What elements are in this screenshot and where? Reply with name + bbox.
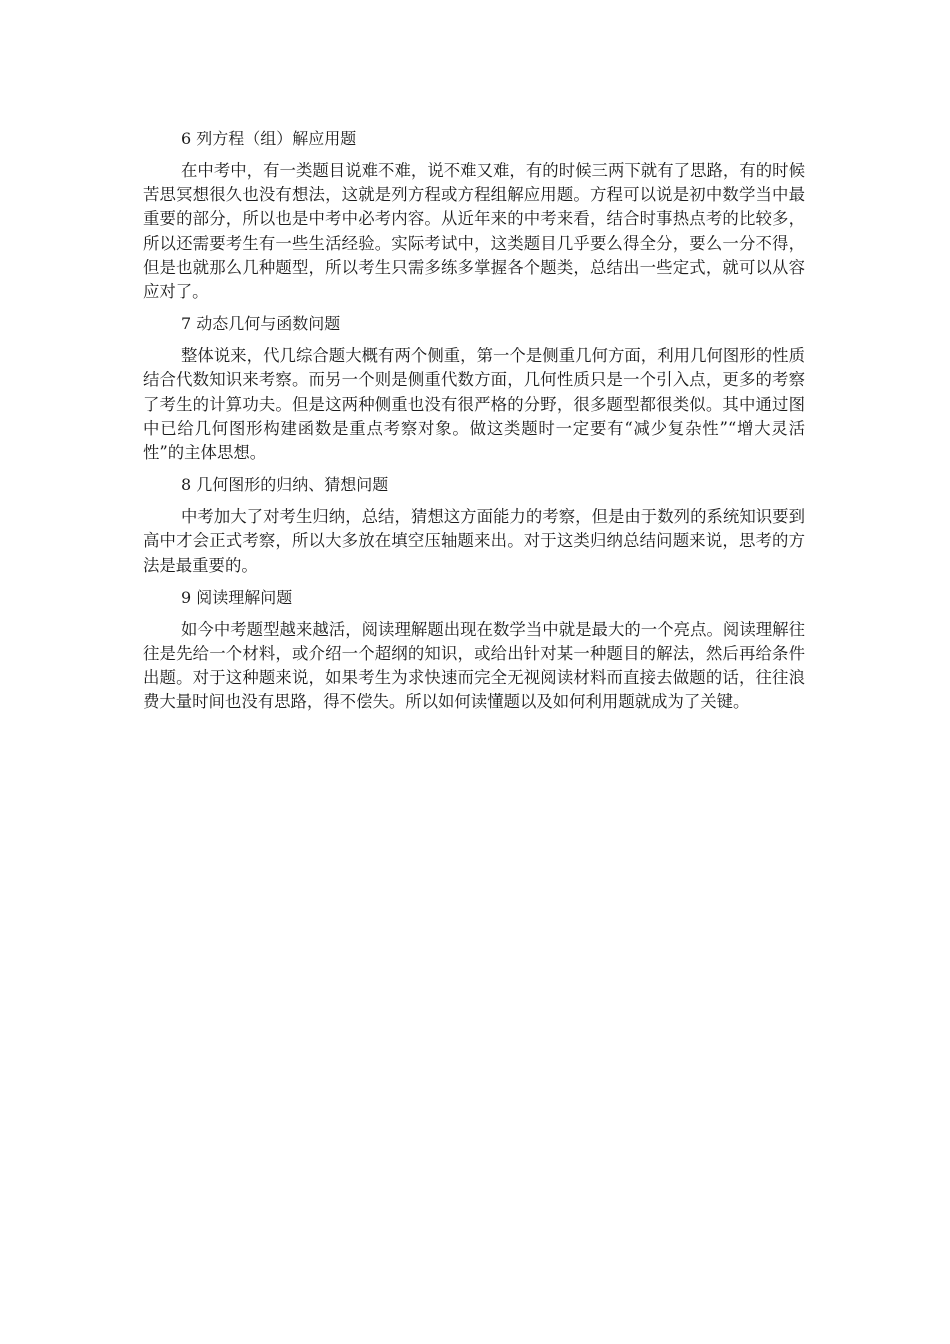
section-heading: 6 列方程（组）解应用题	[181, 129, 357, 148]
section-heading: 8 几何图形的归纳、猜想问题	[181, 475, 389, 495]
section-paragraph: 整体说来，代几综合题大概有两个侧重，第一个是侧重几何方面，利用几何图形的性质结合代数知识来考察。而另一个则是侧重代数方面，几何性质只是一个引入点，更多的考察了考生的计算功夫。但是这两种侧重也没有很严格的分野，很多题型都很类似。其中通过图中已给几何图形构建函数是重点考察对象。做这类题时一定要有“减少复杂性”“增大灵活性”的主体思想。	[143, 346, 805, 463]
section-paragraph: 在中考中，有一类题目说难不难，说不难又难，有的时候三两下就有了思路，有的时候苦思冥想很久也没有想法，这就是列方程或方程组解应用题。方程可以说是初中数学当中最重要的部分，所以也是中考中必考内容。从近年来的中考来看，结合时事热点考的比较多，所以还需要考生有一些生活经验。实际考试中，这类题目几乎要么得全分，要么一分不得，但是也就那么几种题型，所以考生只需多练多掌握各个题类，总结出一些定式，就可以从容应对了。	[143, 161, 805, 302]
document-page	[143, 124, 805, 720]
section-paragraph: 如今中考题型越来越活，阅读理解题出现在数学当中就是最大的一个亮点。阅读理解往往是先给一个材料，或介绍一个超纲的知识，或给出针对某一种题目的解法，然后再给条件出题。对于这种题来说，如果考生为求快速而完全无视阅读材料而直接去做题的话，往往浪费大量时间也没有思路，得不偿失。所以如何读懂题以及如何利用题就成为了关键。	[143, 619, 805, 712]
section-paragraph: 中考加大了对考生归纳，总结，猜想这方面能力的考察，但是由于数列的系统知识要到高中才会正式考察，所以大多放在填空压轴题来出。对于这类归纳总结问题来说，思考的方法是最重要的。	[143, 507, 805, 575]
section-heading: 7 动态几何与函数问题	[181, 314, 341, 334]
section-9	[143, 583, 805, 715]
section-6	[143, 124, 805, 304]
section-heading: 9 阅读理解问题	[181, 587, 293, 607]
section-7	[143, 309, 805, 465]
section-8	[143, 470, 805, 578]
